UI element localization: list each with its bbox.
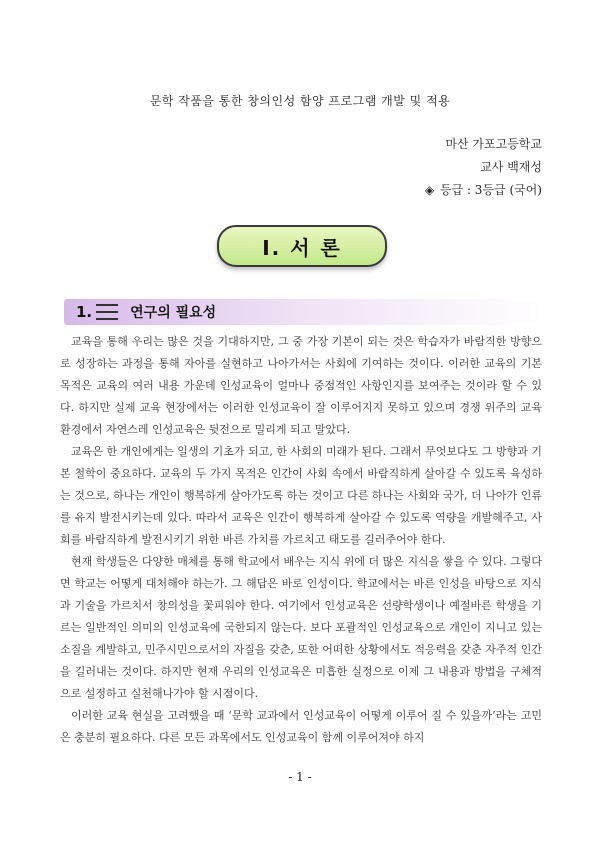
document-title: 문학 작품을 통한 창의인성 함양 프로그램 개발 및 적용 [149, 94, 451, 108]
diamond-bullet-icon: ◈ [424, 183, 435, 197]
paragraph: 교육은 한 개인에게는 일생의 기초가 되고, 한 사회의 미래가 된다. 그래서 무엇보다도 그 방향과 기본 철학이 중요하다. 교육의 두 가지 목적은 인간이 사회 속에서 바람직하게 살아갈 수 있도록 육성하는 것으로, 하나는 개인이 행복하게 살아가도록 하는 것이고 다른 하나는 사회와 국가, 더 나아가 인류를 유지 발전시키는데 있다. 따라서 교육은 인간이 행복하게 살아갈 수 있도록 역량을 개발해주고, 사회를 바람직하게 발전시키기 위한 바른 가치를 가르치고 태도를 길러주어야 한다. [60, 445, 542, 546]
author-block [423, 133, 542, 202]
body-text [60, 331, 542, 749]
chapter-heading: Ⅰ. 서 론 [217, 225, 387, 267]
section-heading-bar [64, 299, 544, 325]
paragraph: 현재 학생들은 다양한 매체를 통해 학교에서 배우는 지식 위에 더 많은 지식을 쌓을 수 있다. 그렇다면 학교는 어떻게 대처해야 하는가. 그 해답은 바로 인성이다. 학교에서는 바른 인성을 바탕으로 지식과 기술을 가르치서 창의성을 꽃피워야 한다. 여기에서 인성교육은 선량학생이나 예절바른 학생을 기르는 일반적인 의미의 인성교육에 국한되지 않는다. 보다 포괄적인 인성교육으로 개인이 지니고 있는 소질을 계발하고, 민주시민으로서의 자질을 갖춘, 또한 어떠한 상황에서도 적응력을 갖춘 자주적 인간을 길러내는 것이다. 하지만 현재 우리의 인성교육은 미흡한 실정으로 이제 그 내용과 방법을 구체적으로 설정하고 실천해나가야 할 시점이다. [60, 555, 542, 700]
paragraph: 교육을 통해 우리는 많은 것을 기대하지만, 그 중 가장 기본이 되는 것은 학습자가 바람직한 방향으로 성장하는 과정을 통해 자아를 실현하고 나아가서는 사회에 기여하는 것이다. 이러한 교육의 기본 목적은 교육의 여러 내용 가운데 인성교육이 얼마나 중점적인 사항인지를 보여주는 것이라 할 수 있다. 하지만 실제 교육 현장에서는 이러한 인성교육이 잘 이루어지지 못하고 있으며 경쟁 위주의 교육환경에서 자연스레 인성교육은 뒷전으로 밀리게 되고 말았다. [60, 335, 542, 436]
teacher-name: 교사 백재성 [480, 160, 542, 174]
school-name: 마산 가포고등학교 [445, 137, 542, 151]
page-number: - 1 - [288, 770, 312, 784]
section-number: 1. [76, 303, 93, 321]
triple-line-icon [96, 304, 118, 320]
paragraph: 이러한 교육 현실을 고려했을 때 ‘문학 교과에서 인성교육이 어떻게 이루어 질 수 있을까’라는 고민은 충분히 필요하다. 다른 모든 과목에서도 인성교육이 함께 이루어져야 하지 [60, 709, 542, 744]
section-title: 연구의 필요성 [130, 305, 217, 321]
grade-text: 등급 : 3등급 (국어) [439, 183, 542, 197]
grade-line [423, 179, 542, 202]
